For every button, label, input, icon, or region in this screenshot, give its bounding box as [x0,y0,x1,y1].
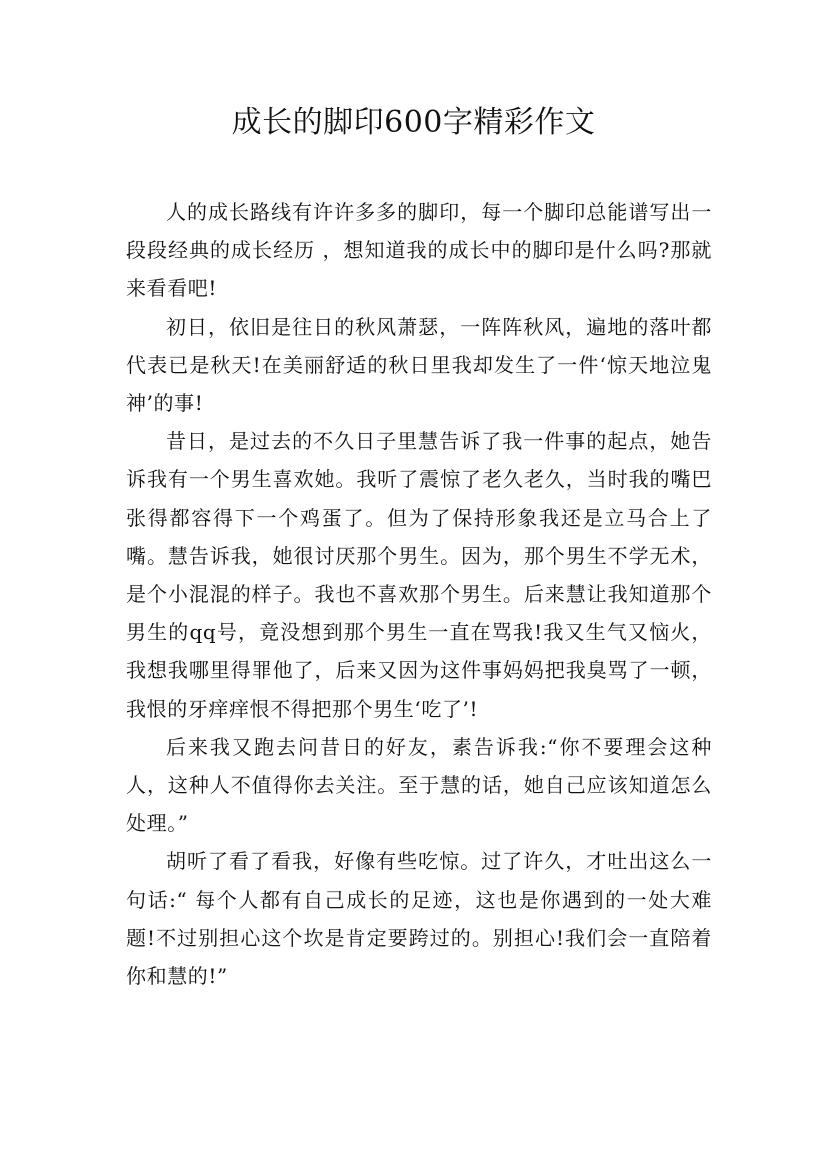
paragraph: 后来我又跑去问昔日的好友，素告诉我:“你不要理会这种人，这种人不值得你去关注。至于慧的话，她自己应该知道怎么处理。” [126,734,712,836]
document-body [126,193,712,995]
paragraph: 初日，依旧是往日的秋风萧瑟，一阵阵秋风，遍地的落叶都代表已是秋天!在美丽舒适的秋日里我却发生了一件‘惊天地泣鬼神’的事! [126,314,712,416]
paragraph: 胡听了看了看我，好像有些吃惊。过了许久，才吐出这么一句话:“ 每个人都有自己成长的足迹，这也是你遇到的一处大难题!不过别担心这个坎是肯定要跨过的。别担心!我们会一直陪着你和慧的!” [126,849,712,989]
document-title: 成长的脚印600字精彩作文 [231,105,596,140]
paragraph: 人的成长路线有许许多多的脚印，每一个脚印总能谱写出一段段经典的成长经历 ，想知道我的成长中的脚印是什么吗?那就来看看吧! [126,200,712,301]
paragraph: 昔日，是过去的不久日子里慧告诉了我一件事的起点，她告诉我有一个男生喜欢她。我听了震惊了老久老久，当时我的嘴巴张得都容得下一个鸡蛋了。但为了保持形象我还是立马合上了嘴。慧告诉我，她很讨厌那个男生。因为，那个男生不学无术，是个小混混的样子。我也不喜欢那个男生。后来慧让我知道那个男生的qq号，竟没想到那个男生一直在骂我!我又生气又恼火，我想我哪里得罪他了，后来又因为这件事妈妈把我臭骂了一顿，我恨的牙痒痒恨不得把那个男生‘吃了’! [126,429,712,721]
